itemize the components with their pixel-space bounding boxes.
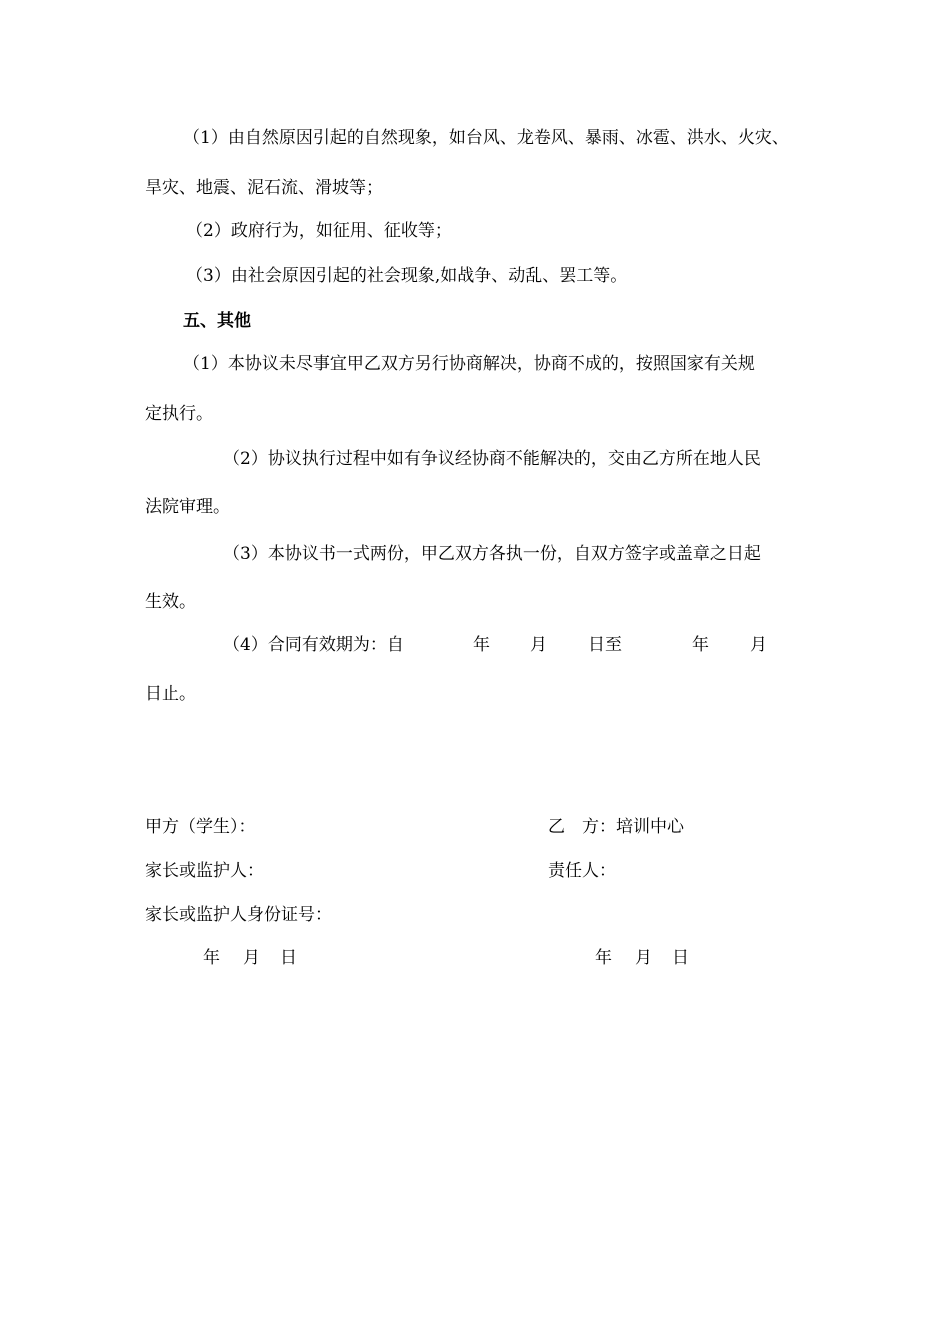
party-a-date-day: 日: [280, 948, 297, 968]
responsible-person-label: 责任人：: [548, 861, 616, 881]
other-item-1-line-2: 定执行。: [145, 404, 213, 424]
validity-day-to: 日至: [588, 635, 622, 655]
other-item-2-line-1: （2）协议执行过程中如有争议经协商不能解决的，交由乙方所在地人民: [223, 449, 761, 469]
validity-year-2: 年: [692, 635, 709, 655]
validity-month-2: 月: [750, 635, 767, 655]
validity-line-2: 日止。: [145, 684, 196, 704]
party-b-date-year: 年: [595, 948, 612, 968]
other-item-1-line-1: （1）本协议未尽事宜甲乙双方另行协商解决，协商不成的，按照国家有关规: [183, 354, 755, 374]
other-item-2-line-2: 法院审理。: [145, 497, 230, 517]
force-majeure-item-2: （2）政府行为，如征用、征收等；: [186, 221, 452, 241]
party-b-date-day: 日: [672, 948, 689, 968]
force-majeure-item-3: （3）由社会原因引起的社会现象,如战争、动乱、罢工等。: [186, 266, 628, 286]
party-b-label: 乙 方：培训中心: [548, 817, 684, 837]
party-a-label: 甲方（学生）：: [145, 817, 256, 837]
party-a-date-month: 月: [243, 948, 260, 968]
validity-year-1: 年: [473, 635, 490, 655]
guardian-label: 家长或监护人：: [145, 861, 264, 881]
guardian-id-label: 家长或监护人身份证号：: [145, 905, 332, 925]
party-b-date-month: 月: [635, 948, 652, 968]
force-majeure-item-1-line-1: （1）由自然原因引起的自然现象，如台风、龙卷风、暴雨、冰雹、洪水、火灾、: [183, 128, 789, 148]
force-majeure-item-1-line-2: 旱灾、地震、泥石流、滑坡等；: [145, 178, 383, 198]
other-item-3-line-1: （3）本协议书一式两份，甲乙双方各执一份，自双方签字或盖章之日起: [223, 544, 761, 564]
validity-month-1: 月: [530, 635, 547, 655]
party-a-date-year: 年: [203, 948, 220, 968]
section-heading-other: 五、其他: [183, 311, 251, 331]
other-item-3-line-2: 生效。: [145, 592, 196, 612]
validity-prefix: （4）合同有效期为：自: [223, 635, 404, 655]
